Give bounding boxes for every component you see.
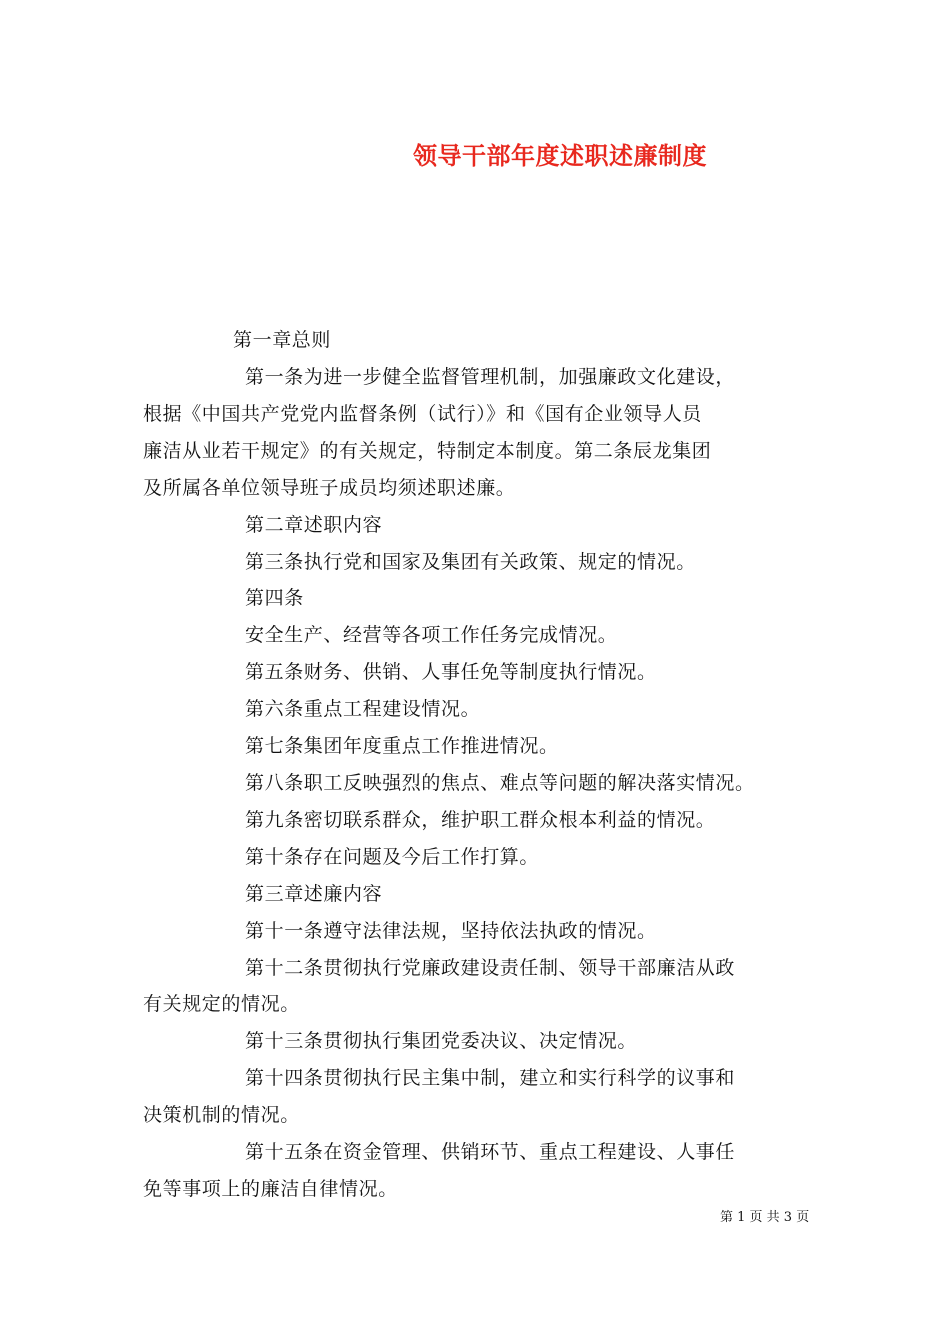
paragraph-line: 安全生产、经营等各项工作任务完成情况。 xyxy=(245,624,618,646)
chapter-heading: 第一章总则 xyxy=(233,329,332,351)
paragraph-line: 及所属各单位领导班子成员均须述职述廉。 xyxy=(143,477,516,499)
paragraph-line: 第七条集团年度重点工作推进情况。 xyxy=(245,735,559,757)
paragraph-line: 第六条重点工程建设情况。 xyxy=(245,698,481,720)
paragraph-line: 第十条存在问题及今后工作打算。 xyxy=(245,846,540,868)
paragraph-line: 第五条财务、供销、人事任免等制度执行情况。 xyxy=(245,661,657,683)
paragraph-line: 第一条为进一步健全监督管理机制，加强廉政文化建设， xyxy=(245,366,736,388)
paragraph-line: 第十三条贯彻执行集团党委决议、决定情况。 xyxy=(245,1030,638,1052)
page-number-footer: 第 1 页 共 3 页 xyxy=(720,1210,810,1225)
paragraph-line: 第十一条遵守法律法规，坚持依法执政的情况。 xyxy=(245,920,657,942)
paragraph-line: 免等事项上的廉洁自律情况。 xyxy=(143,1178,398,1200)
paragraph-line: 决策机制的情况。 xyxy=(143,1104,300,1126)
paragraph-line: 第四条 xyxy=(245,587,304,609)
chapter-heading: 第二章述职内容 xyxy=(245,514,383,536)
paragraph-line: 第九条密切联系群众，维护职工群众根本利益的情况。 xyxy=(245,809,716,831)
paragraph-line: 第十五条在资金管理、供销环节、重点工程建设、人事任 xyxy=(245,1141,736,1163)
paragraph-line: 根据《中国共产党党内监督条例（试行）》和《国有企业领导人员 xyxy=(143,403,702,425)
chapter-heading: 第三章述廉内容 xyxy=(245,883,383,905)
paragraph-line: 第十四条贯彻执行民主集中制，建立和实行科学的议事和 xyxy=(245,1067,736,1089)
paragraph-line: 有关规定的情况。 xyxy=(143,993,300,1015)
paragraph-line: 第八条职工反映强烈的焦点、难点等问题的解决落实情况。 xyxy=(245,772,755,794)
paragraph-line: 第三条执行党和国家及集团有关政策、规定的情况。 xyxy=(245,551,696,573)
paragraph-line: 第十二条贯彻执行党廉政建设责任制、领导干部廉洁从政 xyxy=(245,957,736,979)
document-title: 领导干部年度述职述廉制度 xyxy=(413,141,707,170)
paragraph-line: 廉洁从业若干规定》的有关规定，特制定本制度。第二条辰龙集团 xyxy=(143,440,712,462)
